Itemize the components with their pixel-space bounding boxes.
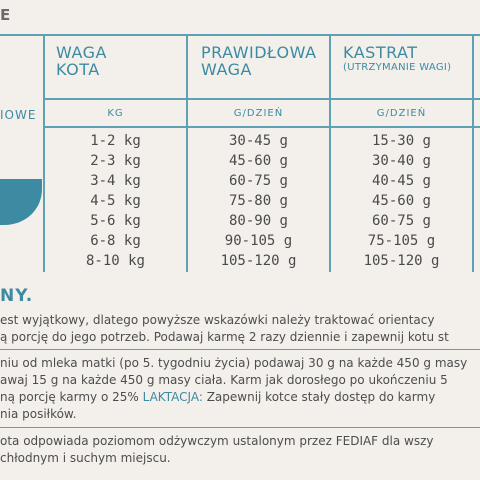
column-title-line1: WAGA (56, 43, 107, 62)
note-line: niu od mleka matki (po 5. tygodniu życia) podawaj 30 g na każde 450 g masy (0, 356, 468, 370)
neutered-values (331, 131, 472, 271)
note-line: awaj 15 g na każde 450 g masy ciała. Karm jak dorosłego po ukończeniu 5 (0, 373, 448, 387)
table-cell: 90-105 g (224, 233, 293, 249)
column-header-normal-weight (201, 44, 317, 78)
table-cell: 45-60 g (228, 153, 288, 169)
table-cell: 5-6 kg (90, 213, 141, 229)
feeding-table (0, 34, 480, 272)
unit-label: G/DZIEŃ (233, 108, 284, 119)
note-line: chłodnym i suchym miejscu. (0, 451, 171, 465)
divider (0, 349, 480, 350)
column-header-weight (56, 44, 107, 78)
table-cell: 105-120 g (220, 253, 297, 269)
note-line: nia posiłków. (0, 407, 77, 421)
table-cell: 60-75 g (228, 173, 288, 189)
table-cell: 30-45 g (228, 133, 288, 149)
divider (0, 427, 480, 428)
table-cell: 60-75 g (371, 213, 431, 229)
table-cell: 40-45 g (371, 173, 431, 189)
column-subtitle: (UTRZYMANIE WAGI) (343, 62, 452, 73)
note-line: ą porcję do jego potrzeb. Podawaj karmę 2 razy dziennie i zapewnij kotu st (0, 330, 449, 344)
column-title-line2: KOTA (56, 60, 100, 79)
left-column-header: IOWE (0, 108, 37, 122)
table-cell: 8-10 kg (85, 253, 145, 269)
table-cell: 6-8 kg (90, 233, 141, 249)
table-cell: 2-3 kg (90, 153, 141, 169)
table-cell: 4-5 kg (90, 193, 141, 209)
column-title-line1: KASTRAT (343, 43, 418, 62)
column-title-line1: PRAWIDŁOWA (201, 43, 317, 62)
table-cell: 80-90 g (228, 213, 288, 229)
unit-label: KG (107, 108, 124, 119)
note-line: ota odpowiada poziomom odżywczym ustalonym przez FEDIAF dla wszy (0, 434, 434, 448)
column-title-line2: WAGA (201, 60, 252, 79)
table-cell: 1-2 kg (90, 133, 141, 149)
note-line: est wyjątkowy, dlatego powyższe wskazówki należy traktować orientacy (0, 313, 435, 327)
note-text: Zapewnij kotce stały dostęp do karmy (206, 390, 436, 404)
normal-weight-values (188, 131, 329, 271)
table-cell: 105-120 g (363, 253, 440, 269)
table-cell: 75-80 g (228, 193, 288, 209)
teal-decoration (0, 179, 42, 225)
table-cell: 30-40 g (371, 153, 431, 169)
note-text: ną porcję karmy o 25% (0, 390, 139, 404)
table-cell: 75-105 g (367, 233, 436, 249)
table-cell: 45-60 g (371, 193, 431, 209)
notes-title: NY. (0, 286, 34, 306)
unit-label: G/DZIEŃ (376, 108, 427, 119)
note-line-lactation (0, 390, 435, 404)
table-cell: 3-4 kg (90, 173, 141, 189)
weight-values (45, 131, 186, 271)
page-heading-fragment: E (0, 6, 12, 24)
column-header-neutered (343, 44, 451, 73)
lactation-label: LAKTACJA: (142, 390, 203, 404)
table-cell: 15-30 g (371, 133, 431, 149)
